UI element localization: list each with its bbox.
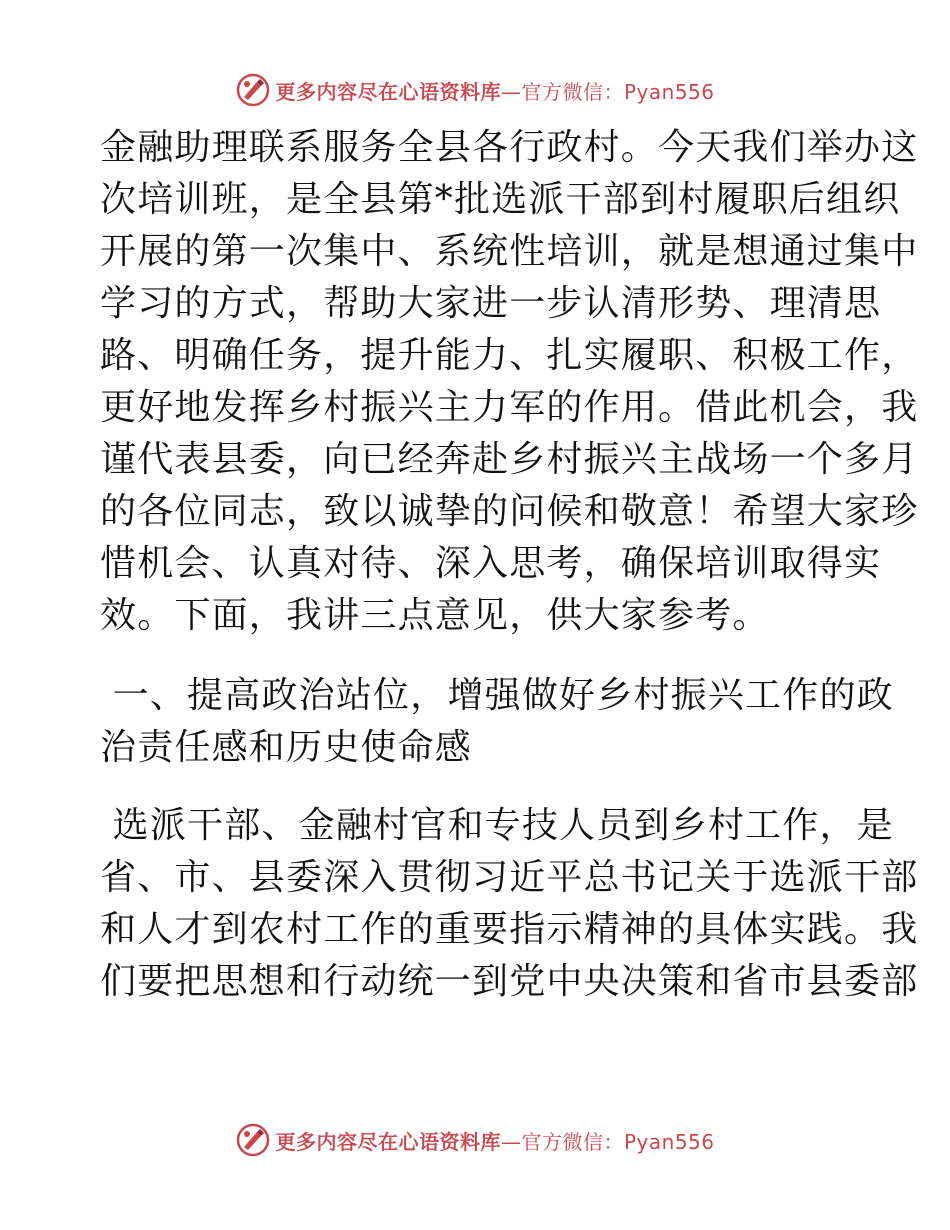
- watermark-wechat-id: Pyan556: [623, 1129, 715, 1154]
- paragraph-section-1: [100, 800, 919, 1008]
- text-line: 的各位同志，致以诚挚的问候和敬意！希望大家珍: [100, 491, 919, 532]
- text-line: 省、市、县委深入贯彻习近平总书记关于选派干部: [100, 857, 919, 898]
- text-line: 路、明确任务，提升能力、扎实履职、积极工作，: [100, 335, 919, 376]
- text-line: 开展的第一次集中、系统性培训，就是想通过集中: [100, 231, 919, 272]
- paragraph-spacer: [100, 642, 860, 670]
- document-body: [100, 122, 919, 1008]
- watermark-separator: —: [500, 79, 522, 104]
- brand-logo-icon: [235, 1122, 271, 1158]
- watermark-text: [275, 1126, 714, 1155]
- watermark-wechat-label: 官方微信：: [521, 79, 624, 104]
- watermark-main-text: 更多内容尽在心语资料库: [275, 1129, 501, 1154]
- header-watermark: [0, 70, 950, 110]
- brand-logo-icon: [235, 72, 271, 108]
- text-line: 金融助理联系服务全县各行政村。今天我们举办这: [100, 127, 919, 168]
- heading-line: 治责任感和历史使命感: [100, 727, 473, 768]
- footer-watermark: [0, 1120, 950, 1160]
- text-line: 们要把思想和行动统一到党中央决策和省市县委部: [100, 961, 919, 1002]
- text-line: 次培训班，是全县第*批选派干部到村履职后组织: [100, 179, 901, 220]
- watermark-wechat-label: 官方微信：: [521, 1129, 624, 1154]
- watermark-separator: —: [500, 1129, 522, 1154]
- watermark-wechat-id: Pyan556: [623, 79, 715, 104]
- section-heading-1: [100, 670, 894, 774]
- text-line: 谨代表县委，向已经奔赴乡村振兴主战场一个多月: [100, 439, 919, 480]
- text-line: 惜机会、认真对待、深入思考，确保培训取得实: [100, 543, 882, 584]
- text-line: 学习的方式，帮助大家进一步认清形势、理清思: [100, 283, 882, 324]
- watermark-text: [275, 76, 714, 105]
- paragraph-intro: [100, 122, 919, 642]
- watermark-main-text: 更多内容尽在心语资料库: [275, 79, 501, 104]
- text-line: 选派干部、金融村官和专技人员到乡村工作，是: [100, 805, 894, 846]
- heading-line: 一、提高政治站位，增强做好乡村振兴工作的政: [100, 675, 894, 716]
- paragraph-spacer: [100, 774, 860, 800]
- text-line: 效。下面，我讲三点意见，供大家参考。: [100, 595, 770, 636]
- text-line: 和人才到农村工作的重要指示精神的具体实践。我: [100, 909, 919, 950]
- text-line: 更好地发挥乡村振兴主力军的作用。借此机会，我: [100, 387, 919, 428]
